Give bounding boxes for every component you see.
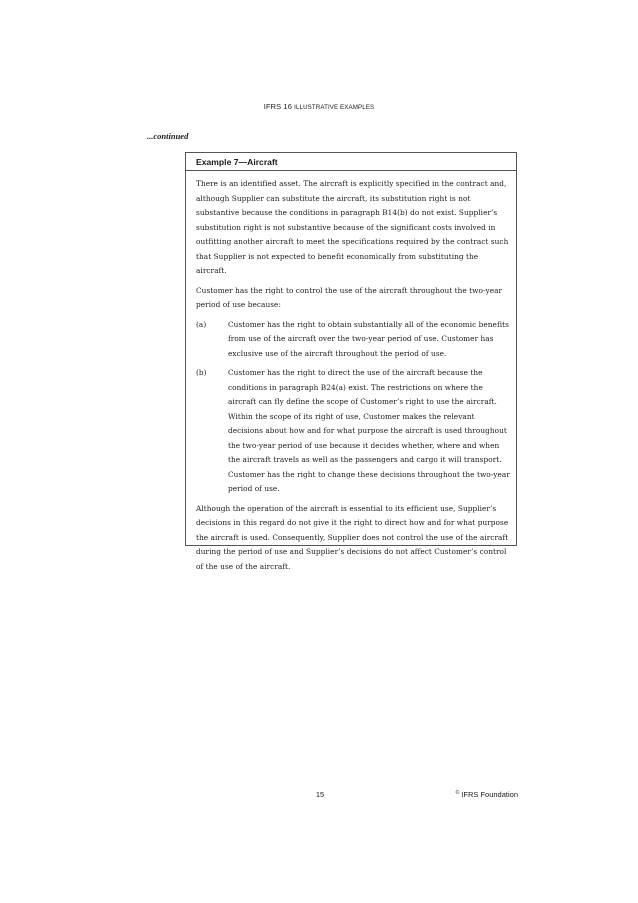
- copyright-text: IFRS Foundation: [461, 790, 518, 799]
- example-body: [186, 171, 516, 574]
- list-item-label: (a): [196, 319, 207, 329]
- footer-copyright: [456, 790, 518, 799]
- list-item-label: (b): [196, 368, 207, 377]
- example-title: Example 7—Aircraft: [186, 153, 516, 171]
- example-paragraph-2: Customer has the right to control the use of the aircraft throughout the two-year period of use because:: [196, 285, 503, 309]
- example-paragraph-3: Although the operation of the aircraft is essential to its efficient use, Supplier’s decisions in this regard do not give it the right to direct how and for what purpose the aircraft is used. Consequently, Supplier does not control the use of the aircraft during the period of use and Supplier’s decisions do not affect Customer’s control of the use of the aircraft.: [196, 503, 509, 571]
- example-box: [185, 152, 517, 571]
- page-number: 15: [315, 790, 325, 799]
- list-item-b: [196, 366, 510, 497]
- continued-label: ...continued: [147, 131, 189, 141]
- list-item-a: [196, 318, 510, 362]
- header-title: ILLUSTRATIVE EXAMPLES: [294, 104, 375, 111]
- list-item-text: Customer has the right to direct the use of the aircraft because the conditions in paragraph B24(a) exist. The restrictions on where the aircraft can fly define the scope of Customer’s right to use the aircraft. Within the scope of its right of use, Customer makes the relevant decisions about how and for what purpose the aircraft is used throughout the two-year period of use because it decides whether, where and when the aircraft travels as well as the passengers and cargo it will transport. Customer has the right to change these decisions throughout the two-year period of use.: [228, 368, 510, 493]
- header-standard: IFRS 16: [263, 102, 292, 111]
- list-item-text: Customer has the right to obtain substantially all of the economic benefits from use of the aircraft over the two-year period of use. Customer has exclusive use of the aircraft throughout the period of use.: [228, 319, 509, 358]
- copyright-symbol: ©: [455, 790, 460, 796]
- example-paragraph-1: There is an identified asset. The aircraft is explicitly specified in the contract and, although Supplier can substitute the aircraft, its substitution right is not substantive because the conditions in paragraph B14(b) do not exist. Supplier’s substitution right is not substantive because of the significant costs involved in outfitting another aircraft to meet the specifications required by the contract such that Supplier is not expected to benefit economically from substituting the aircraft.: [196, 179, 509, 275]
- running-header: [0, 102, 638, 111]
